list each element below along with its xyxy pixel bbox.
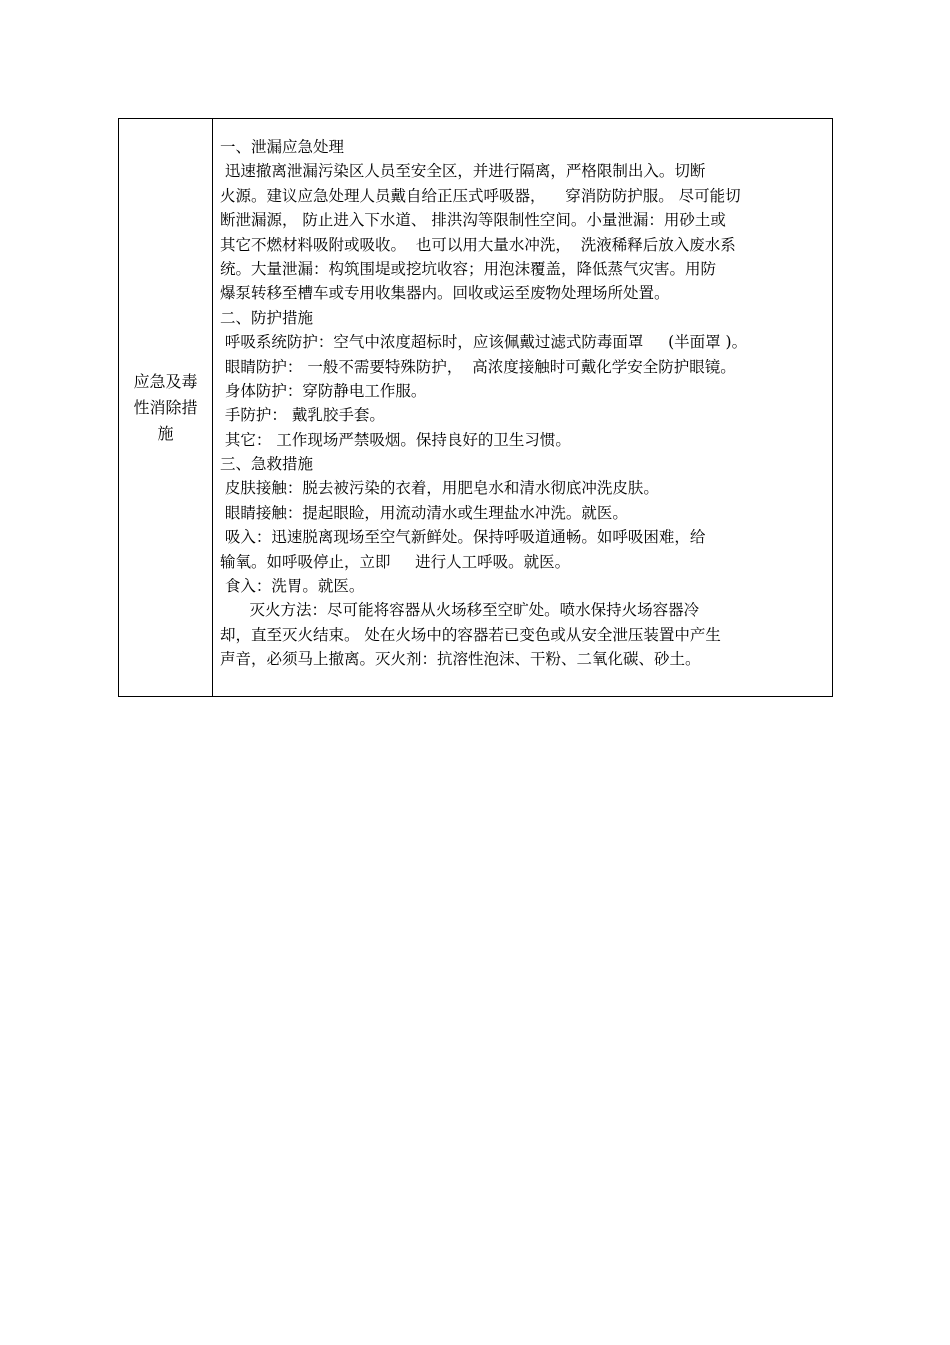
content-line: 统。大量泄漏：构筑围堤或挖坑收容；用泡沫覆盖，降低蒸气灾害。用防 <box>220 259 717 278</box>
content-line: 却，直至灭火结束。 处在火场中的容器若已变色或从安全泄压装置中产生 <box>220 625 721 644</box>
table-label: 应急及毒性消除措施 <box>133 371 198 443</box>
table-content-cell <box>213 119 832 696</box>
content-line: 眼睛接触：提起眼睑，用流动清水或生理盐水冲洗。就医。 <box>220 503 628 522</box>
measures-table <box>118 118 833 697</box>
content-line: 身体防护：穿防静电工作服。 <box>220 381 427 400</box>
content-line: 其它： 工作现场严禁吸烟。保持良好的卫生习惯。 <box>220 430 571 449</box>
content-line: 输氧。如呼吸停止，立即 进行人工呼吸。就医。 <box>220 552 571 571</box>
content-line: 其它不燃材料吸附或吸收。 也可以用大量水冲洗， 洗液稀释后放入废水系 <box>220 235 736 254</box>
content-line: 呼吸系统防护：空气中浓度超标时，应该佩戴过滤式防毒面罩 (半面罩 )。 <box>220 333 748 352</box>
content-line: 手防护： 戴乳胶手套。 <box>220 406 385 425</box>
table-label-cell <box>119 119 213 696</box>
content-line: 皮肤接触：脱去被污染的衣着，用肥皂水和清水彻底冲洗皮肤。 <box>220 479 659 498</box>
content-line: 迅速撤离泄漏污染区人员至安全区，并进行隔离，严格限制出入。切断 <box>220 162 706 181</box>
content-line: 眼睛防护： 一般不需要特殊防护， 高浓度接触时可戴化学安全防护眼镜。 <box>220 357 736 376</box>
content-line: 爆泵转移至槽车或专用收集器内。回收或运至废物处理场所处置。 <box>220 284 670 303</box>
content-line: 食入：洗胃。就医。 <box>220 577 365 596</box>
content-line: 吸入：迅速脱离现场至空气新鲜处。保持呼吸道通畅。如呼吸困难，给 <box>220 528 706 547</box>
content-line: 声音，必须马上撤离。灭火剂：抗溶性泡沫、干粉、二氧化碳、砂土。 <box>220 650 701 669</box>
content-line: 断泄漏源， 防止进入下水道、 排洪沟等限制性空间。小量泄漏：用砂土或 <box>220 211 726 230</box>
content-line: 三、急救措施 <box>220 455 314 474</box>
content-line: 二、防护措施 <box>220 308 314 327</box>
content-line: 灭火方法：尽可能将容器从火场移至空旷处。喷水保持火场容器冷 <box>220 601 700 620</box>
content-line: 火源。建议应急处理人员戴自给正压式呼吸器， 穿消防防护服。 尽可能切 <box>220 186 741 205</box>
content-line: 一、泄漏应急处理 <box>220 138 345 156</box>
